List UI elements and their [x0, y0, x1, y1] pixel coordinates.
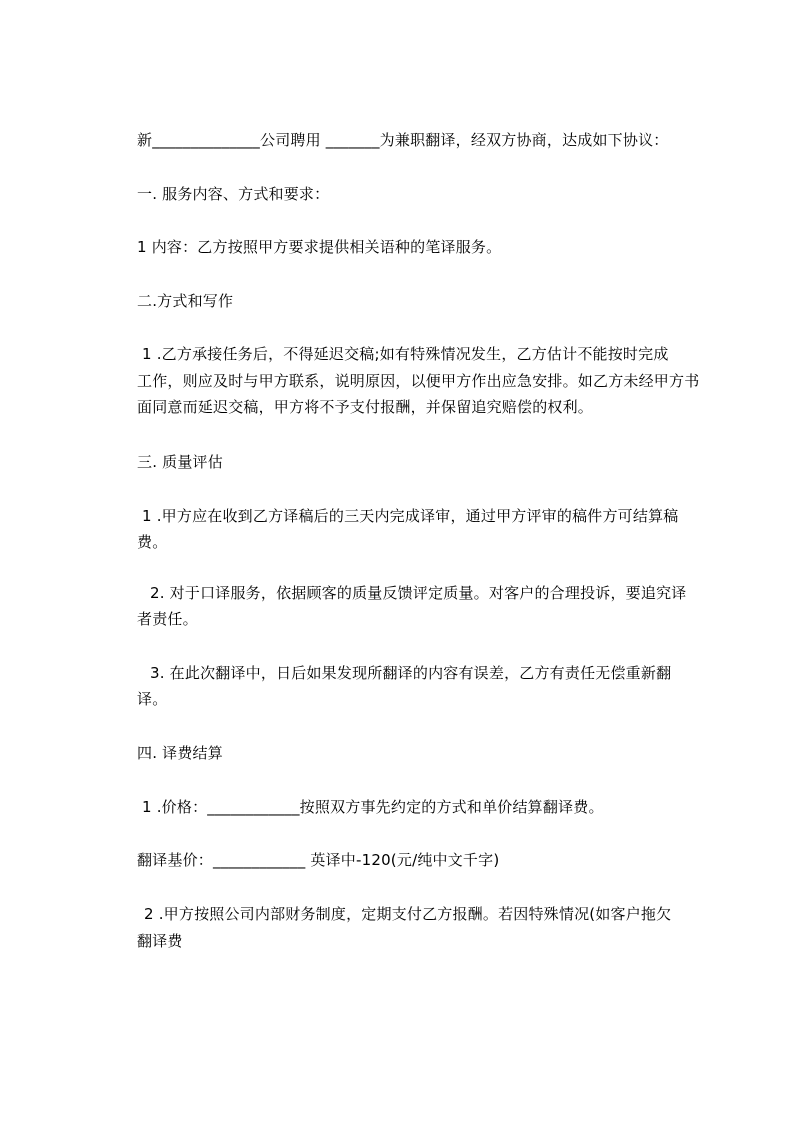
section-1-item-1: 1 内容：乙方按照甲方要求提供相关语种的笔译服务。 — [137, 238, 502, 256]
section-4-base-price-line: 翻译基价：____________ 英译中-120(元/纯中文千字) — [137, 851, 500, 869]
section-3-paragraph-3-line-2: 译。 — [137, 690, 168, 708]
section-3-paragraph-2-line-2: 者责任。 — [137, 610, 198, 628]
section-3-paragraph-2-line-1: 2. 对于口译服务，依据顾客的质量反馈评定质量。对客户的合理投诉，要追究译 — [150, 584, 687, 602]
section-2-heading: 二.方式和写作 — [137, 292, 234, 310]
section-4-paragraph-2-line-2: 翻译费 — [137, 932, 183, 950]
section-4-heading: 四. 译费结算 — [137, 744, 223, 762]
section-3-paragraph-3-line-1: 3. 在此次翻译中，日后如果发现所翻译的内容有误差，乙方有责任无偿重新翻 — [150, 664, 672, 682]
section-2-paragraph-1-line-3: 面同意而延迟交稿，甲方将不予支付报酬，并保留追究赔偿的权利。 — [137, 398, 594, 416]
section-3-paragraph-1-line-1: 1 .甲方应在收到乙方译稿后的三天内完成译审，通过甲方评审的稿件方可结算稿 — [142, 507, 679, 525]
intro-paragraph: 新______________公司聘用 _______为兼职翻译，经双方协商，达成如下协议： — [137, 131, 669, 149]
section-2-paragraph-1-line-2: 工作，则应及时与甲方联系，说明原因，以便甲方作出应急安排。如乙方未经甲方书 — [137, 372, 700, 390]
section-2-paragraph-1-line-1: 1 .乙方承接任务后，不得延迟交稿;如有特殊情况发生，乙方估计不能按时完成 — [142, 345, 669, 363]
section-4-paragraph-2-line-1: 2 .甲方按照公司内部财务制度，定期支付乙方报酬。若因特殊情况(如客户拖欠 — [144, 905, 672, 923]
section-1-heading: 一. 服务内容、方式和要求： — [137, 185, 330, 203]
section-4-price-line: 1 .价格：____________按照双方事先约定的方式和单价结算翻译费。 — [142, 798, 604, 816]
section-3-paragraph-1-line-2: 费。 — [137, 533, 168, 551]
section-3-heading: 三. 质量评估 — [137, 453, 223, 471]
